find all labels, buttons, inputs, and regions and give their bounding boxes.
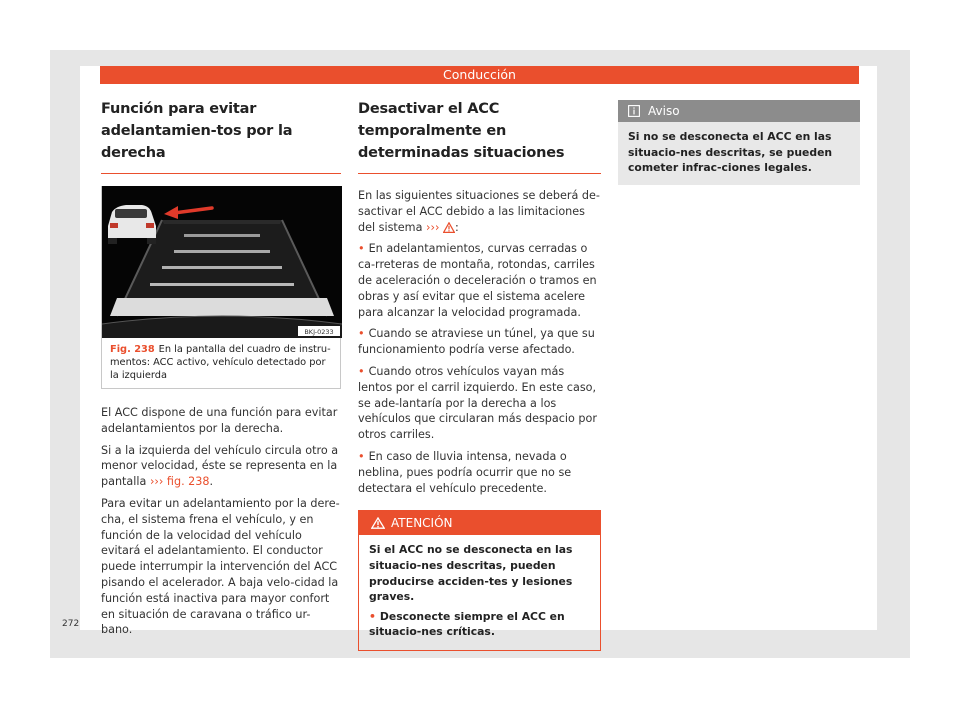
warning-reference-link[interactable]: ››› [426, 220, 440, 234]
paragraph-2-text: Si a la izquierda del vehículo circula otro a menor velocidad, éste se representa en la pantalla [101, 443, 339, 489]
warning-triangle-icon [371, 517, 385, 529]
intro-paragraph [358, 188, 601, 235]
bullet-icon: • [369, 609, 376, 623]
bullet-icon: • [358, 327, 365, 341]
column-left [101, 84, 341, 638]
warning-header [359, 511, 600, 535]
instrument-cluster-image [102, 186, 342, 338]
list-item: • Cuando se atraviese un túnel, ya que su funcionamiento podría verse afectado. [358, 327, 595, 357]
paragraph-3: Para evitar un adelantamiento por la dere-cha, el sistema frena el vehículo, y en función de la velocidad del vehículo evitará el adelantamiento. El conductor puede interrumpir la intervención del ACC pisando el acelerador. A baja velo-cidad la función está inactiva para mayor confort en situación de caravana o tráfico ur-bano. [101, 496, 340, 637]
intro-text: En las siguientes situaciones se deberá de-sactivar el ACC debido a las limitaciones del sistema [358, 189, 600, 234]
bullet-icon: • [358, 242, 365, 256]
note-title: Aviso [648, 104, 680, 118]
info-icon [628, 105, 640, 117]
note-header [618, 100, 860, 122]
paragraph-2 [101, 443, 341, 490]
page-number: 272 [62, 619, 80, 629]
bullet-icon: • [358, 449, 365, 463]
list-item: • En caso de lluvia intensa, nevada o neblina, pues podría ocurrir que no se detectara el vehículo precedente. [358, 449, 572, 495]
paragraph-1: El ACC dispone de una función para evitar adelantamientos por la derecha. [101, 406, 338, 435]
warning-title: ATENCIÓN [391, 516, 453, 531]
warning-box [358, 510, 601, 651]
warning-bullet: • Desconecte siempre el ACC en situacio-nes críticas. [369, 609, 565, 639]
intro-end: : [454, 220, 459, 234]
figure-number: Fig. 238 [110, 344, 155, 355]
warning-triangle-icon [443, 222, 455, 233]
list-item: • En adelantamientos, curvas cerradas o ca-rreteras de montaña, rotondas, carriles de aceleración o deceleración o tramos en obras y así evitar que el sistema acelere para alcanzar la velocidad programada. [358, 242, 597, 319]
section-heading-deactivate: Desactivar el ACC temporalmente en determinadas situaciones [358, 98, 601, 174]
note-box [618, 100, 860, 185]
column-right [618, 84, 860, 185]
warning-text: Si el ACC no se desconecta en las situacio-nes descritas, pueden producirse acciden-tes y lesiones graves. [369, 543, 573, 604]
column-middle [358, 84, 601, 651]
note-body [618, 122, 860, 185]
section-heading-overtaking: Función para evitar adelantamien-tos por la derecha [101, 98, 341, 174]
list-item: • Cuando otros vehículos vayan más lentos por el carril izquierdo. En este caso, se ade-lantaría por la derecha a los vehículos que circularan más despacio por otros carriles. [358, 364, 597, 442]
warning-body [359, 535, 600, 650]
figure-238 [101, 186, 341, 389]
figure-caption-text: En la pantalla del cuadro de instru-mentos: ACC activo, vehículo detectado por la izquierda [110, 344, 331, 381]
note-text: Si no se desconecta el ACC en las situacio-nes descritas, se pueden cometer infrac-ciones legales. [628, 130, 833, 175]
figure-code: BKJ-0233 [304, 328, 334, 336]
paragraph-2-end: . [209, 475, 214, 489]
figure-caption [102, 338, 340, 388]
figure-reference-link[interactable]: ››› fig. 238 [149, 475, 210, 489]
chapter-header: Conducción [100, 66, 859, 84]
bullet-icon: • [358, 364, 365, 378]
